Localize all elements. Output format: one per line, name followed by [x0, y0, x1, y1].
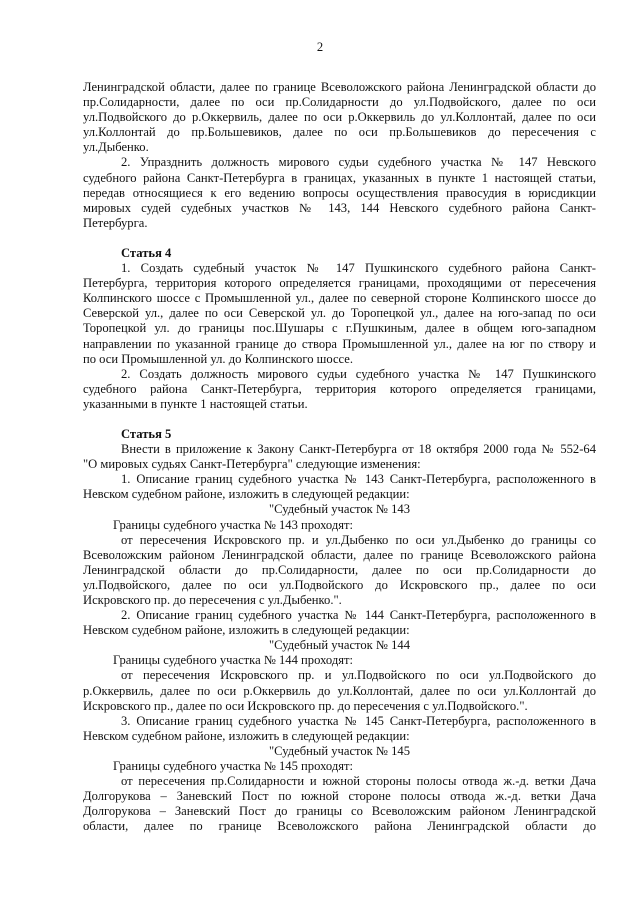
text-line: Долгорукова – Заневский Пост по южной стороне полосы отвода ж.-д. ветки Дача [83, 789, 596, 804]
text-line: 1. Описание границ судебного участка № 143 Санкт-Петербурга, расположенного в [121, 472, 596, 487]
paragraph-abolish [83, 155, 596, 230]
text-line: ул.Подвойского до р.Оккервиль, далее по оси р.Оккервиль до ул.Коллонтай, далее по оси [83, 110, 596, 125]
text-line: Колпинского шоссе с Промышленной ул., далее по северной стороне Колпинского шоссе до [83, 291, 596, 306]
text-line: судебного района Санкт-Петербурга, территория которого определяется границами, [83, 381, 596, 396]
text-line: Петербурга. [83, 215, 148, 230]
section-title: "Судебный участок № 143 [269, 502, 410, 517]
text-line: Всеволожским районом Ленинградской области, далее по границе Всеволожского района [83, 547, 596, 562]
text-line: Ленинградской области до пр.Солидарности, далее по оси пр.Солидарности до [83, 562, 596, 577]
text-line: Ленинградской области, далее по границе Всеволожского района Ленинградской области до [83, 80, 596, 94]
article-5-intro [83, 442, 596, 472]
amendment-item-3 [83, 714, 596, 835]
text-line: 2. Упразднить должность мирового судьи судебного участка № 147 Невского [121, 155, 596, 170]
text-line: 3. Описание границ судебного участка № 145 Санкт-Петербурга, расположенного в [121, 713, 596, 728]
text-line: 2. Описание границ судебного участка № 144 Санкт-Петербурга, расположенного в [121, 608, 596, 623]
text-line: Искровского пр., далее по оси Искровского пр. до пересечения с ул.Подвойского.". [83, 698, 528, 713]
text-line: пр.Солидарности, далее по оси пр.Солидарности до ул.Подвойского, далее по оси [83, 95, 596, 110]
page-number: 2 [316, 40, 324, 54]
paragraph-continuation [83, 80, 596, 155]
article-4-paragraph-1 [83, 261, 596, 367]
text-line: ул.Коллонтай до пр.Большевиков, далее по оси пр.Большевиков до пересечения с [83, 125, 596, 140]
document-body [83, 80, 596, 835]
article-4-paragraph-2 [83, 367, 596, 412]
article-4-heading: Статья 4 [121, 245, 172, 260]
text-line: по оси Промышленной ул. до Колпинского шоссе. [83, 351, 354, 366]
section-subtitle: Границы судебного участка № 143 проходят: [113, 517, 354, 532]
text-line: судебного района Санкт-Петербурга в границах, указанных в пункте 1 настоящей статьи, [83, 170, 596, 185]
text-line: передав относящиеся к его ведению вопросы осуществления правосудия в юрисдикции [83, 185, 596, 200]
section-title: "Судебный участок № 145 [269, 743, 410, 758]
text-line: ул.Дыбенко. [83, 140, 149, 155]
text-line: от пересечения Искровского пр. и ул.Подвойского по оси ул.Подвойского до [121, 668, 596, 683]
text-line: мировых судей судебных участков № 143, 144 Невского судебного района Санкт- [83, 200, 596, 215]
text-line: Невском судебном районе, изложить в следующей редакции: [83, 487, 410, 502]
text-line: Петербурга, территория которого определяется границами, проходящими от пересечения [83, 276, 596, 291]
text-line: Долгорукова – Заневский Пост до границы со Всеволожским районом Ленинградской [83, 804, 596, 819]
text-line: ул.Подвойского, далее по оси ул.Подвойского до Искровского пр., далее по оси [83, 577, 596, 592]
amendment-item-2 [83, 608, 596, 714]
text-line: указанными в пункте 1 настоящей статьи. [83, 396, 308, 411]
text-line: Торопецкой ул. до границы пос.Шушары с г.Пушкиным, далее в общем юго-западном [83, 321, 596, 336]
text-line: Искровского пр. до пересечения с ул.Дыбенко.". [83, 593, 342, 607]
text-line: "О мировых судьях Санкт-Петербурга" следующие изменения: [83, 457, 421, 472]
text-line: Невском судебном районе, изложить в следующей редакции: [83, 623, 410, 638]
text-line: Внести в приложение к Закону Санкт-Петербурга от 18 октября 2000 года № 552-64 [121, 442, 596, 457]
text-line: от пересечения пр.Солидарности и южной стороны полосы отвода ж.-д. ветки Дача [121, 774, 596, 789]
article-5-heading: Статья 5 [121, 426, 172, 441]
text-line: Невском судебном районе, изложить в следующей редакции: [83, 728, 410, 743]
text-line: области, далее по границе Всеволожского района Ленинградской области до [83, 819, 596, 834]
section-subtitle: Границы судебного участка № 145 проходят: [113, 759, 354, 774]
section-title: "Судебный участок № 144 [269, 638, 410, 653]
text-line: Северской ул., далее по оси Северской ул. до Торопецкой ул., далее на юго-запад по оси [83, 306, 596, 321]
section-subtitle: Границы судебного участка № 144 проходят: [113, 653, 354, 668]
text-line: от пересечения Искровского пр. и ул.Дыбенко по оси ул.Дыбенко до границы со [121, 532, 596, 547]
text-line: 1. Создать судебный участок № 147 Пушкинского судебного района Санкт- [121, 261, 596, 276]
text-line: 2. Создать должность мирового судьи судебного участка № 147 Пушкинского [121, 366, 596, 381]
amendment-item-1 [83, 472, 596, 608]
text-line: р.Оккервиль, далее по оси р.Оккервиль до ул.Коллонтай, далее по оси ул.Коллонтай до [83, 683, 596, 698]
text-line: направлении по указанной границе до створа Промышленной ул., далее на юг по створу и [83, 336, 596, 351]
